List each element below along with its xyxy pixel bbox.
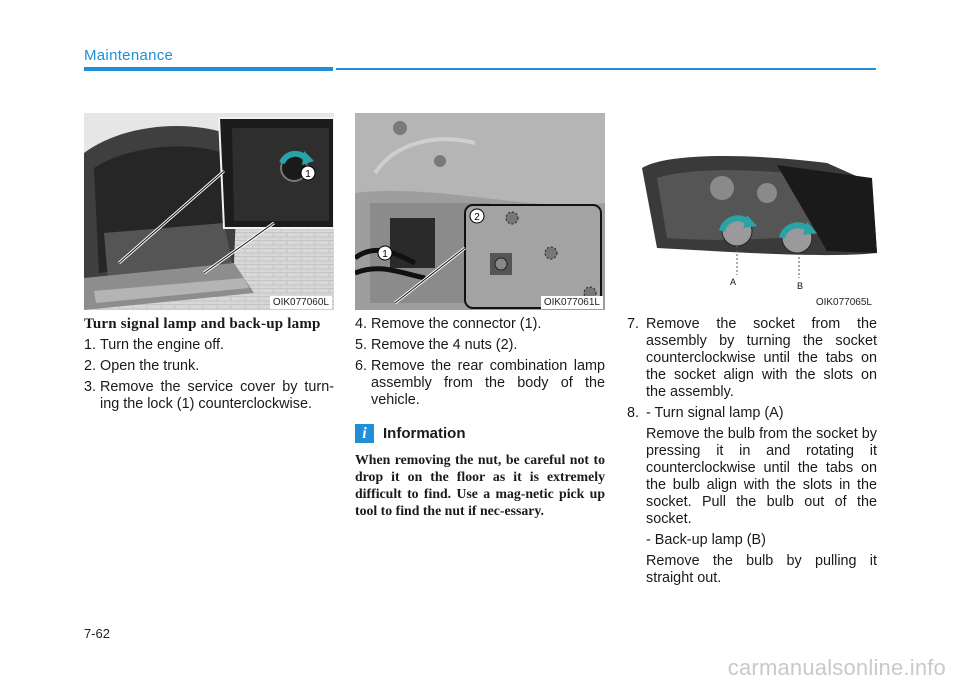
information-title: Information	[383, 425, 466, 442]
step-number: 5.	[355, 337, 368, 353]
watermark: carmanualsonline.info	[727, 655, 946, 680]
step-1	[84, 337, 334, 354]
column-1	[84, 316, 334, 417]
figure-label-b: B	[796, 281, 804, 291]
procedure-heading: Turn signal lamp and back-up lamp	[84, 316, 321, 332]
connector-illustration	[355, 113, 605, 310]
step-text: Remove the connector (1).	[371, 316, 542, 332]
figure-label-2: 2	[474, 212, 480, 223]
section-title: Maintenance	[84, 47, 174, 64]
step-number: 7.	[627, 316, 640, 332]
figure-connector	[355, 113, 605, 310]
step-text: Remove the rear combination lamp assembly from the body of the vehicle.	[371, 358, 605, 408]
figure-label-1: 1	[382, 249, 388, 260]
backup-lamp-title: - Back-up lamp (B)	[646, 532, 766, 548]
figure-code: OIK077060L	[270, 296, 332, 309]
step-5	[355, 337, 605, 354]
information-icon: i	[355, 424, 374, 443]
step-text: Turn the engine off.	[100, 337, 225, 353]
step-number: 2.	[84, 358, 97, 374]
figure-code: OIK077065L	[813, 296, 875, 309]
step-4	[355, 316, 605, 333]
trunk-illustration	[84, 113, 334, 310]
lamp-sockets-illustration	[627, 113, 877, 310]
information-body: When removing the nut, be careful not to drop it on the floor as it is extremely difficult to find. Use a mag-netic pick up tool to find the nut if nec-essary.	[355, 452, 605, 518]
figure-trunk	[84, 113, 334, 310]
step-8	[627, 405, 877, 422]
step-number: 4.	[355, 316, 368, 332]
step-text: Open the trunk.	[100, 358, 200, 374]
figure-lamp-sockets	[627, 113, 877, 310]
information-header	[355, 424, 605, 443]
step-text: Remove the service cover by turn-ing the lock (1) counterclockwise.	[100, 379, 334, 412]
turn-signal-instructions: Remove the bulb from the socket by pressing it in and rotating it counterclockwise until the tabs on the bulb align with the slots in the socket. Pull the bulb out of the socket.	[646, 426, 877, 527]
step-number: 1.	[84, 337, 97, 353]
page-number: 7-62	[84, 626, 111, 641]
step-text: Remove the 4 nuts (2).	[371, 337, 518, 353]
step-3	[84, 379, 334, 413]
step-number: 6.	[355, 358, 368, 374]
step-number: 8.	[627, 405, 640, 421]
figure-code: OIK077061L	[541, 296, 603, 309]
header-rule-thick	[84, 67, 333, 71]
backup-lamp-instructions: Remove the bulb by pulling it straight out.	[646, 553, 877, 586]
step-text: Remove the socket from the assembly by turning the socket counterclockwise until the tabs on the socket align with the slots on the assembly.	[646, 316, 877, 400]
figure-label-a: A	[729, 277, 737, 287]
step-text: - Turn signal lamp (A)	[646, 405, 784, 421]
step-7	[627, 316, 877, 401]
figure-label-1: 1	[305, 169, 311, 180]
header-rule-thin	[336, 68, 876, 70]
step-2	[84, 358, 334, 375]
column-2	[355, 316, 605, 519]
step-number: 3.	[84, 379, 97, 395]
step-6	[355, 358, 605, 409]
column-3	[627, 316, 877, 591]
